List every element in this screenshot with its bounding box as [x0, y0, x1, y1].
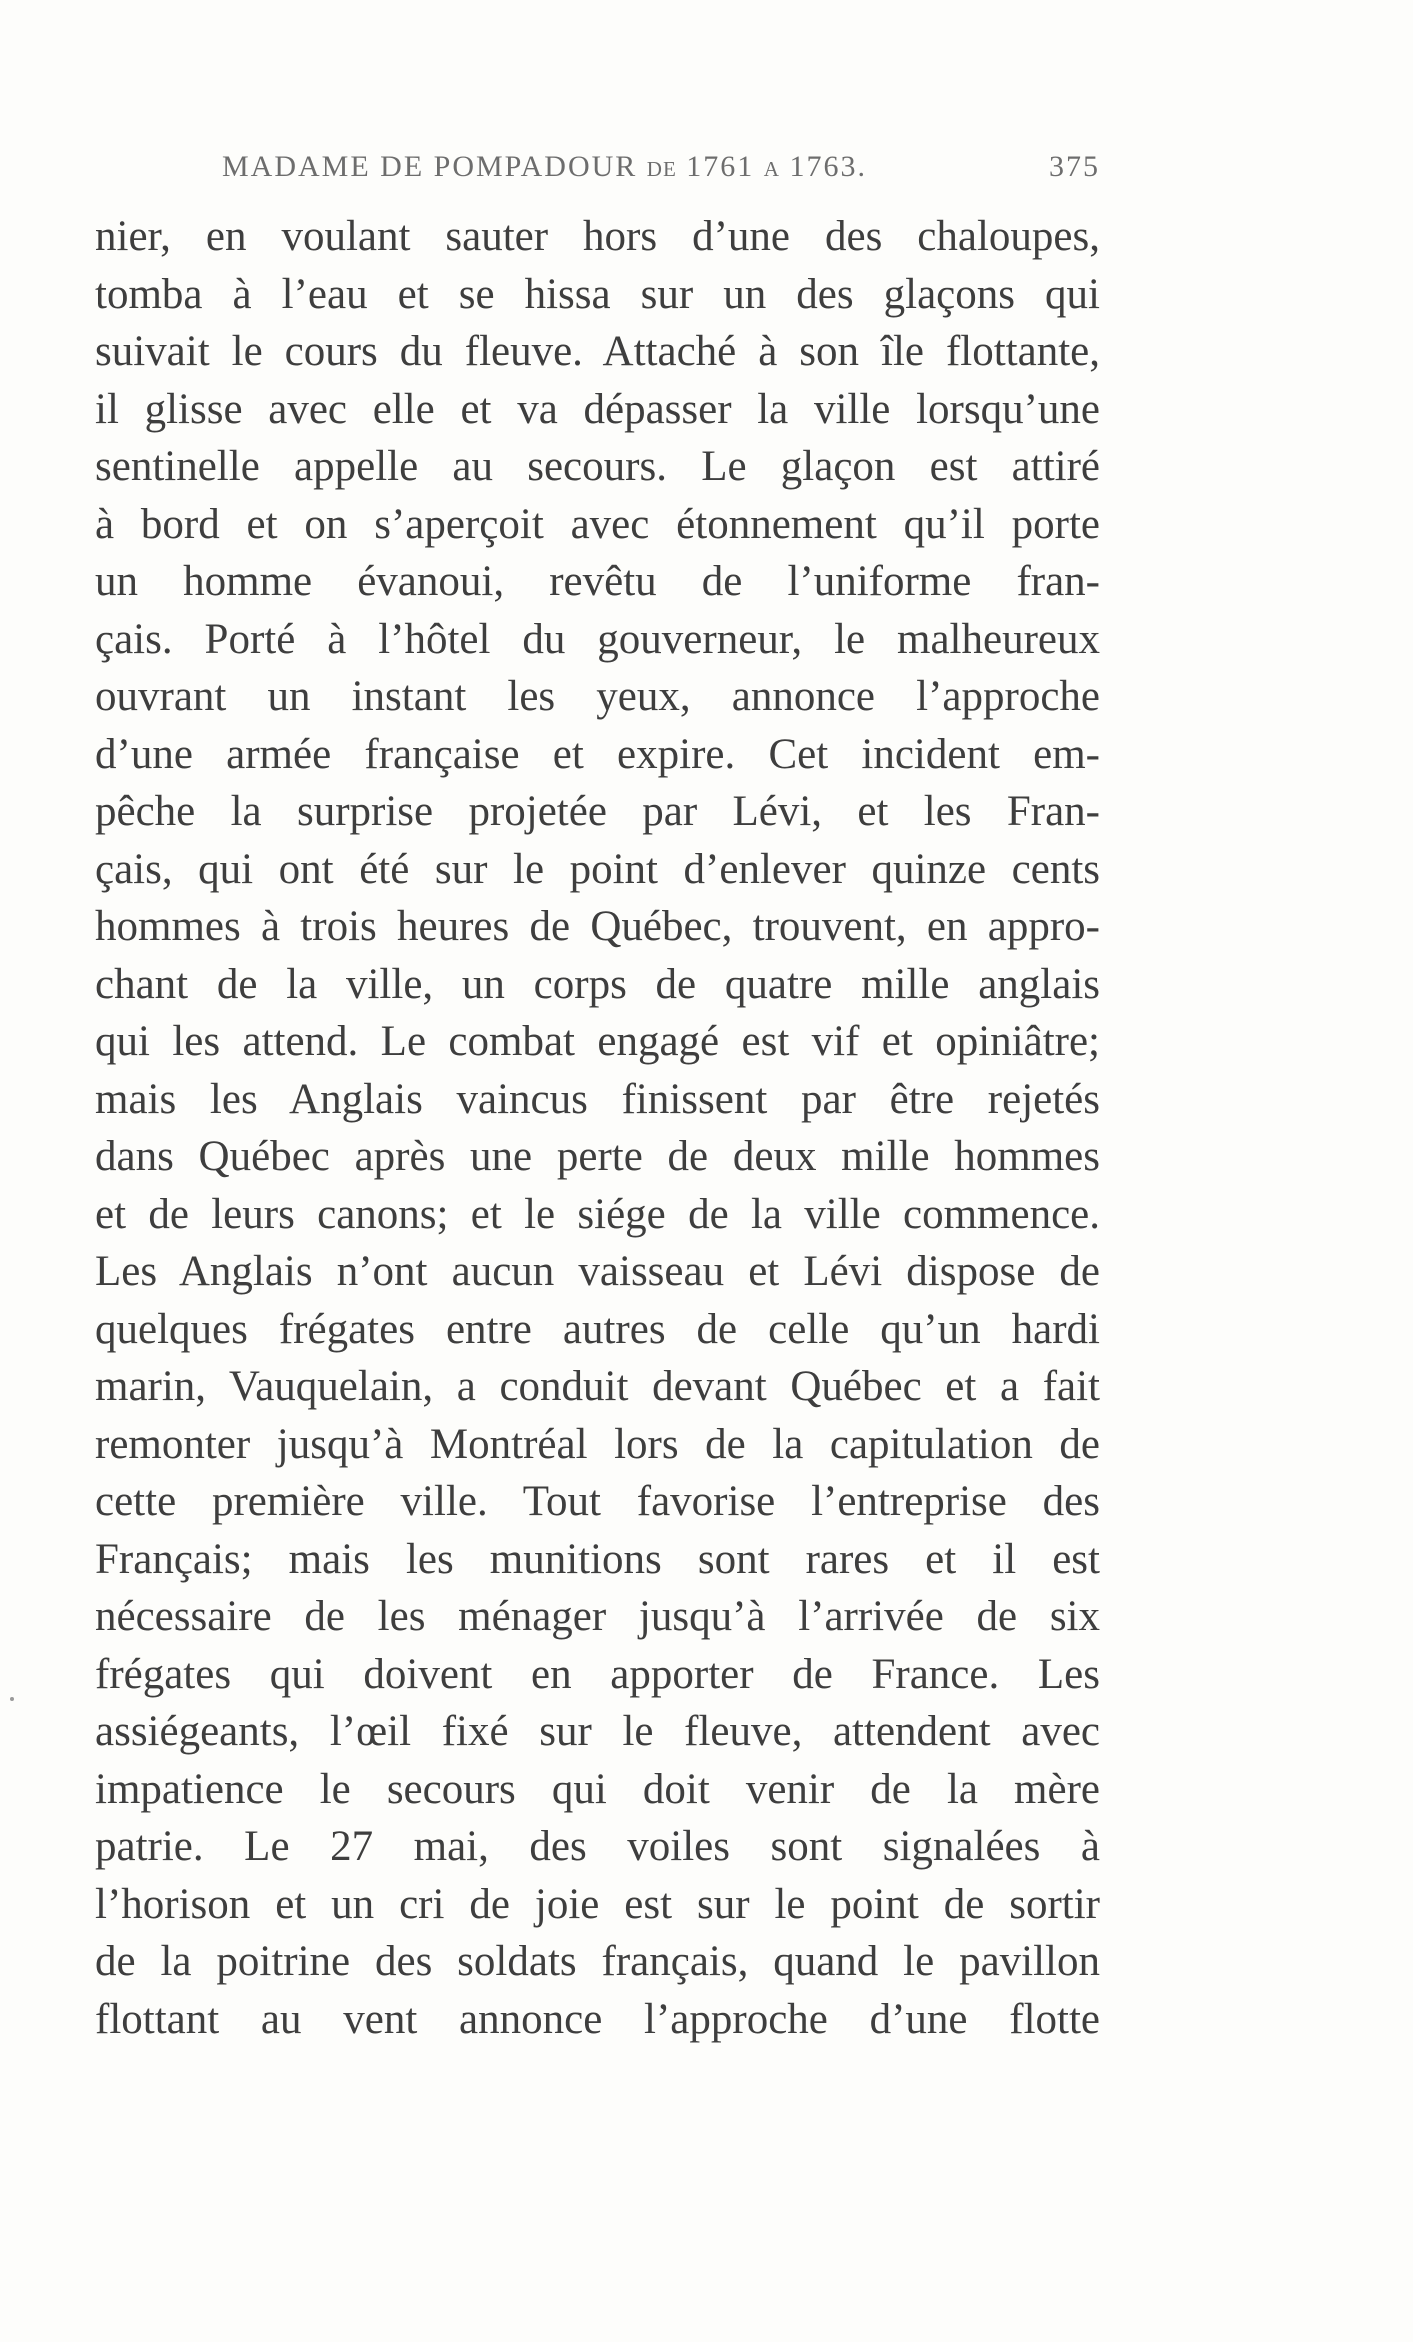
text-line: assiégeants, l’œil fixé sur le fleuve, attendent avec	[95, 1708, 1100, 1755]
text-line: flottant au vent annonce l’approche d’une flotte	[95, 1995, 1100, 2043]
text-line: qui les attend. Le combat engagé est vif et opiniâtre;	[95, 1018, 1100, 1065]
text-line: pêche la surprise projetée par Lévi, et les Fran-	[95, 788, 1100, 835]
text-line: cette première ville. Tout favorise l’entreprise des	[95, 1478, 1100, 1525]
text-line: nécessaire de les ménager jusqu’à l’arrivée de six	[95, 1593, 1100, 1640]
text-line: de la poitrine des soldats français, quand le pavillon	[95, 1938, 1100, 1985]
paper-speck	[10, 1697, 14, 1701]
text-line: dans Québec après une perte de deux mille hommes	[95, 1133, 1100, 1180]
text-line: nier, en voulant sauter hors d’une des chaloupes,	[95, 213, 1100, 260]
text-line: remonter jusqu’à Montréal lors de la capitulation de	[95, 1420, 1100, 1468]
text-line: impatience le secours qui doit venir de la mère	[95, 1765, 1100, 1813]
text-line: çais, qui ont été sur le point d’enlever quinze cents	[95, 845, 1100, 893]
text-line: sentinelle appelle au secours. Le glaçon est attiré	[95, 443, 1100, 490]
text-line: suivait le cours du fleuve. Attaché à son île flottante,	[95, 328, 1100, 375]
text-line: frégates qui doivent en apporter de France. Les	[95, 1650, 1100, 1698]
text-line: hommes à trois heures de Québec, trouvent, en appro-	[95, 903, 1100, 950]
text-line: et de leurs canons; et le siége de la ville commence.	[95, 1190, 1100, 1238]
text-line: l’horison et un cri de joie est sur le point de sortir	[95, 1880, 1100, 1928]
text-line: Français; mais les munitions sont rares et il est	[95, 1535, 1100, 1583]
text-line: çais. Porté à l’hôtel du gouverneur, le malheureux	[95, 615, 1100, 663]
text-line: patrie. Le 27 mai, des voiles sont signalées à	[95, 1823, 1100, 1870]
running-head	[222, 150, 1100, 196]
text-line: chant de la ville, un corps de quatre mille anglais	[95, 960, 1100, 1008]
text-line: mais les Anglais vaincus finissent par être rejetés	[95, 1075, 1100, 1123]
text-line: ouvrant un instant les yeux, annonce l’approche	[95, 673, 1100, 720]
text-line: à bord et on s’aperçoit avec étonnement qu’il porte	[95, 500, 1100, 548]
page-number: 375	[1049, 150, 1100, 183]
text-line: quelques frégates entre autres de celle qu’un hardi	[95, 1305, 1100, 1353]
running-head-title: MADAME DE POMPADOUR DE 1761 A 1763.	[222, 150, 867, 183]
text-line: un homme évanoui, revêtu de l’uniforme fran-	[95, 558, 1100, 605]
text-line: il glisse avec elle et va dépasser la ville lorsqu’une	[95, 385, 1100, 433]
text-line: marin, Vauquelain, a conduit devant Québec et a fait	[95, 1363, 1100, 1410]
text-line: d’une armée française et expire. Cet incident em-	[95, 730, 1100, 778]
text-line: tomba à l’eau et se hissa sur un des glaçons qui	[95, 270, 1100, 318]
text-line: Les Anglais n’ont aucun vaisseau et Lévi dispose de	[95, 1248, 1100, 1295]
body-text	[95, 208, 1100, 2048]
